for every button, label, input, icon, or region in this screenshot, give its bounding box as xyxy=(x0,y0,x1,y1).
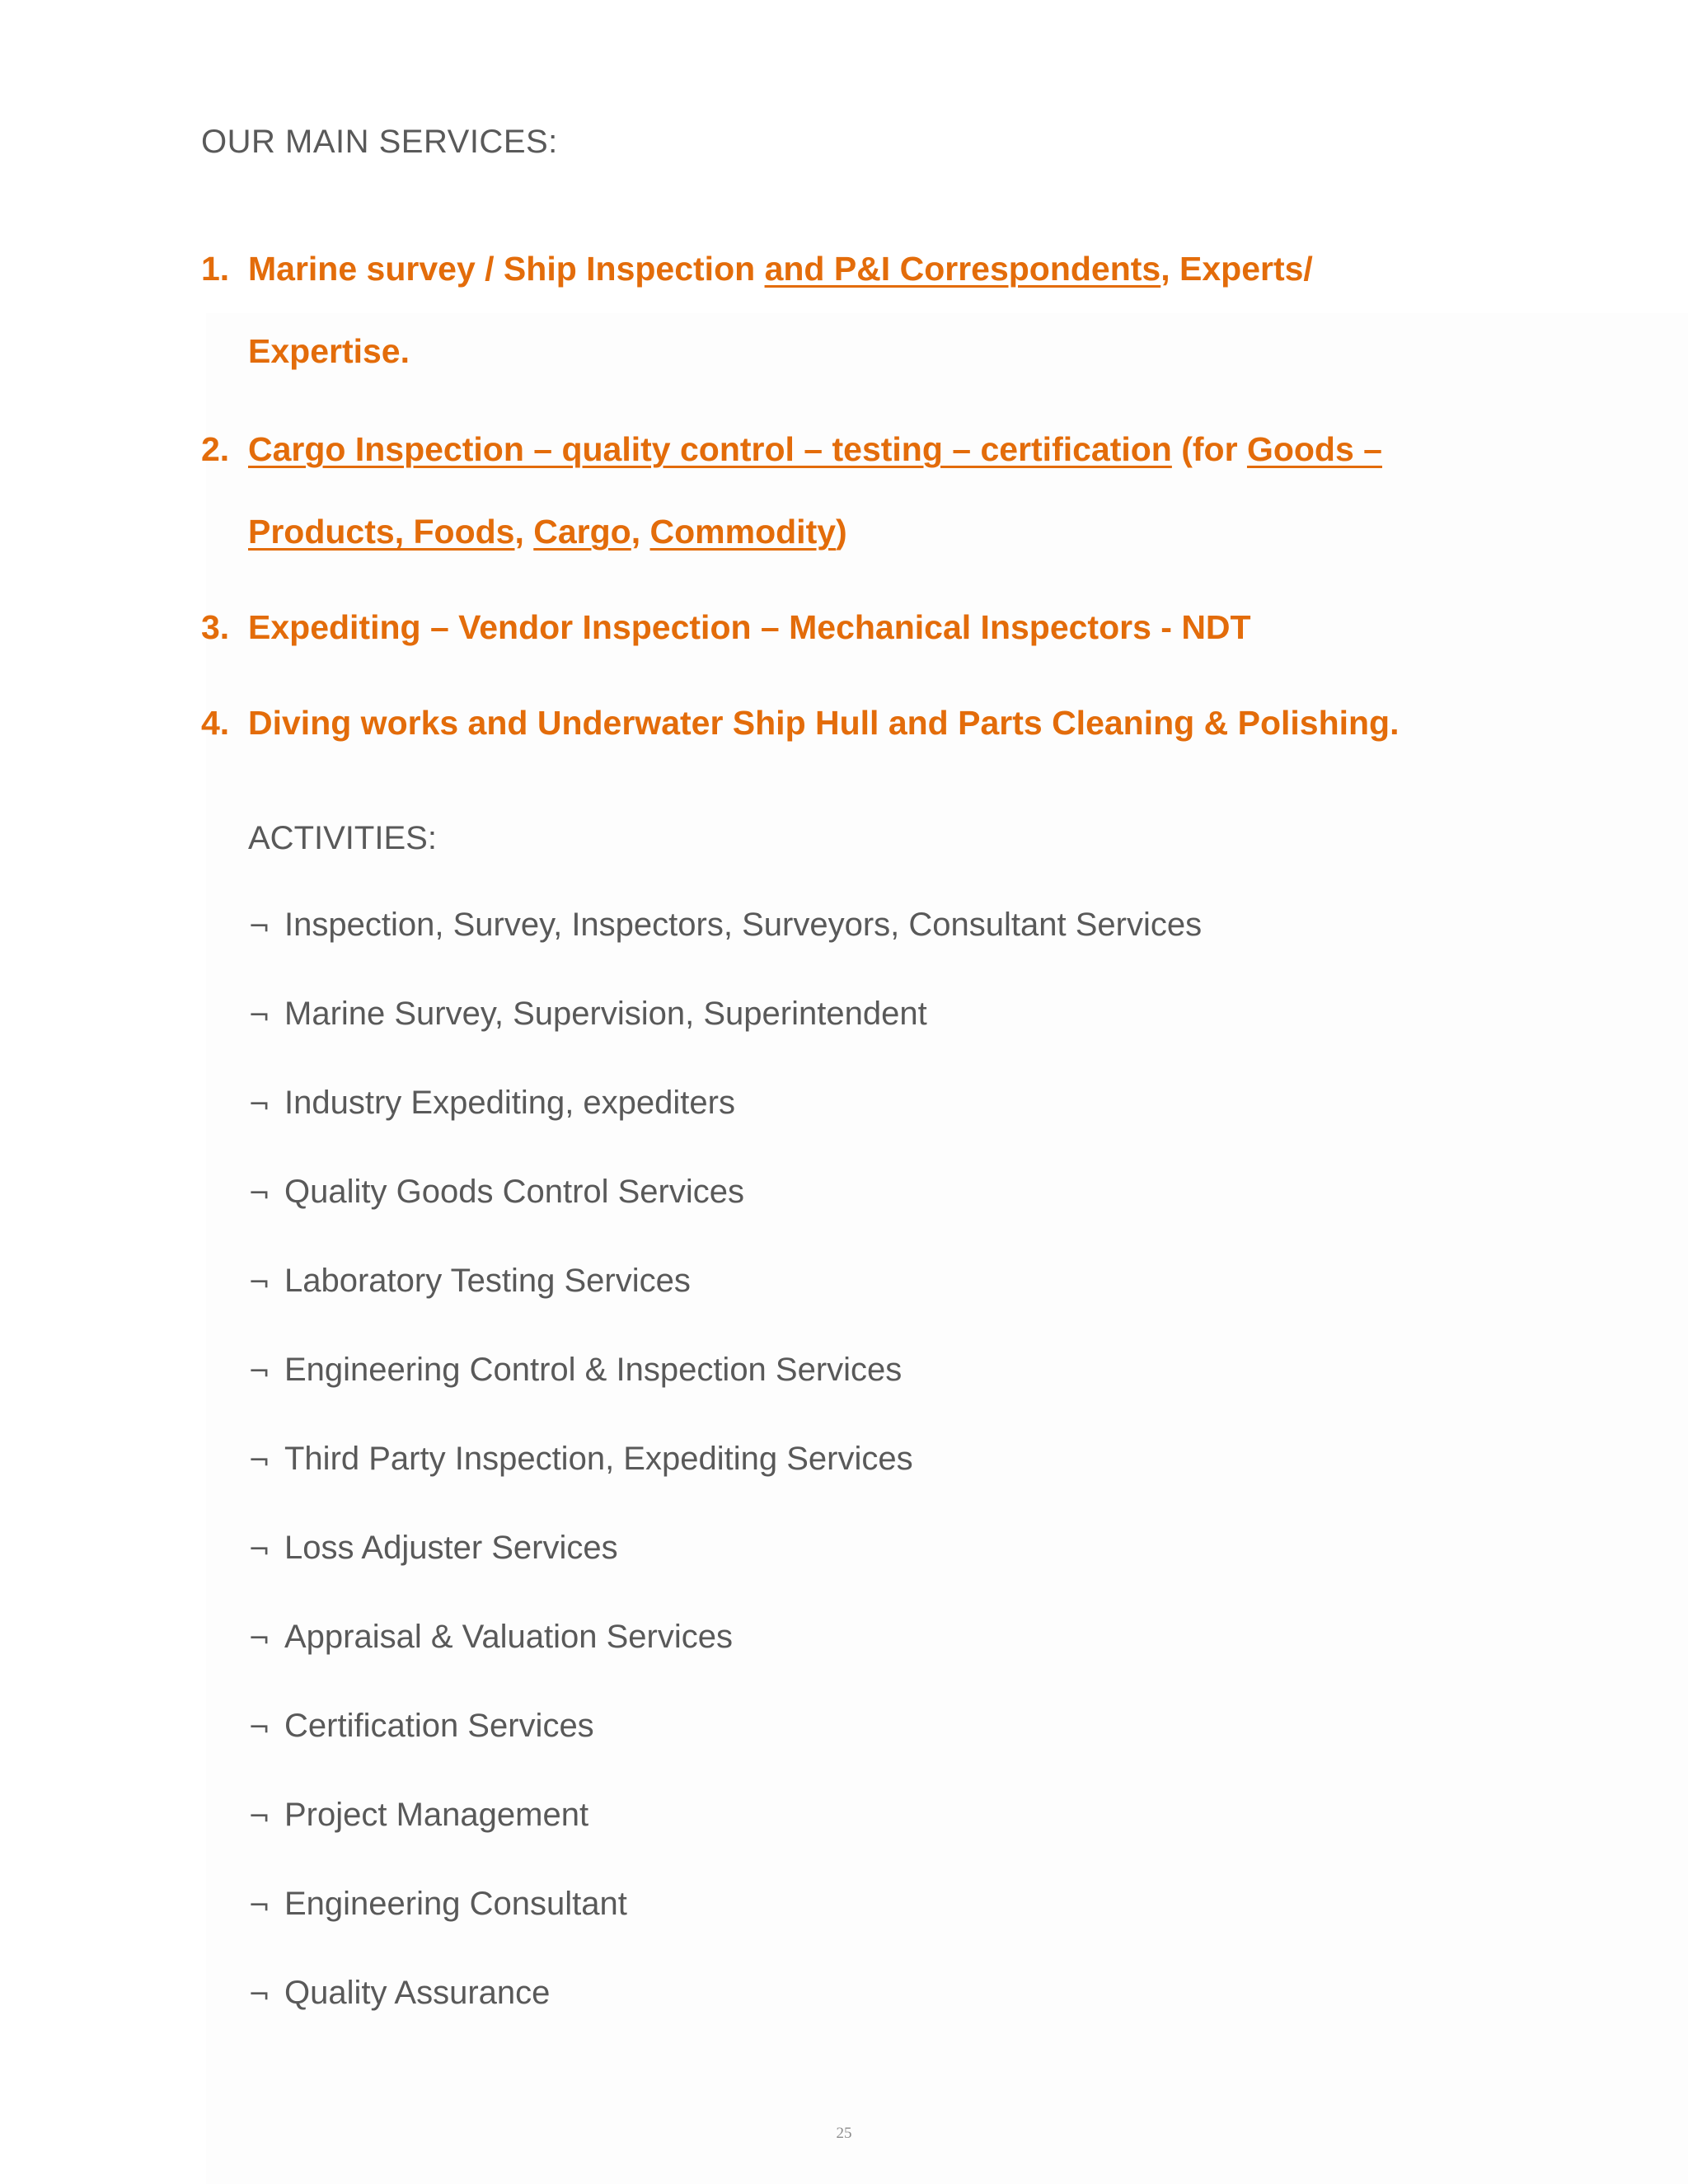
activity-item xyxy=(248,1174,744,1211)
page-heading: OUR MAIN SERVICES: xyxy=(201,124,558,160)
service-text: Expertise. xyxy=(248,332,410,370)
activity-text: Third Party Inspection, Expediting Services xyxy=(284,1441,913,1477)
service-item-2 xyxy=(201,408,1520,573)
service-link-text: and P&I Correspondents xyxy=(764,250,1161,288)
activity-text: Marine Survey, Supervision, Superintendent xyxy=(284,996,927,1032)
service-item-4 xyxy=(201,682,1520,764)
bullet-icon: ¬ xyxy=(248,1979,270,2010)
activity-item xyxy=(248,996,927,1033)
service-text: , xyxy=(631,513,650,551)
activity-text: Engineering Consultant xyxy=(284,1886,627,1922)
bullet-icon: ¬ xyxy=(248,1801,270,1832)
service-item-3 xyxy=(201,586,1520,668)
service-number: 4. xyxy=(201,704,230,742)
activity-text: Industry Expediting, expediters xyxy=(284,1085,735,1121)
service-text: Marine survey / Ship Inspection xyxy=(248,250,765,288)
activity-text: Inspection, Survey, Inspectors, Surveyors, Consultant Services xyxy=(284,907,1203,943)
activity-item xyxy=(248,1263,691,1300)
activity-item xyxy=(248,907,1202,944)
bullet-icon: ¬ xyxy=(248,1623,270,1654)
activity-text: Quality Goods Control Services xyxy=(284,1174,745,1210)
service-text: Diving works and Underwater Ship Hull and Parts Cleaning & Polishing. xyxy=(248,704,1400,742)
activity-item xyxy=(248,1975,550,2012)
bullet-icon: ¬ xyxy=(248,1000,270,1031)
bullet-icon: ¬ xyxy=(248,1267,270,1298)
service-text: , Experts/ xyxy=(1160,250,1313,288)
activity-item xyxy=(248,1530,618,1567)
bullet-icon: ¬ xyxy=(248,1534,270,1565)
activity-item xyxy=(248,1797,588,1834)
service-link-text: Cargo Inspection – quality control – testing – certification xyxy=(248,430,1172,468)
service-text: (for xyxy=(1171,430,1247,468)
service-number: 2. xyxy=(201,430,230,468)
page-number: 25 xyxy=(836,2125,852,2142)
activity-item xyxy=(248,1085,735,1122)
activity-item xyxy=(248,1619,733,1656)
bullet-icon: ¬ xyxy=(248,911,270,942)
service-item-1 xyxy=(201,227,1520,392)
activity-text: Certification Services xyxy=(284,1708,594,1744)
bullet-icon: ¬ xyxy=(248,1445,270,1476)
service-link-text: Products, Foods xyxy=(248,513,515,551)
service-text: , xyxy=(514,513,534,551)
activity-text: Quality Assurance xyxy=(284,1975,551,2011)
activity-text: Appraisal & Valuation Services xyxy=(284,1619,733,1655)
activity-text: Loss Adjuster Services xyxy=(284,1530,618,1566)
activity-text: Project Management xyxy=(284,1797,589,1833)
activity-text: Engineering Control & Inspection Services xyxy=(284,1352,903,1388)
bullet-icon: ¬ xyxy=(248,1089,270,1120)
service-link-text: Commodity xyxy=(649,513,837,551)
bullet-icon: ¬ xyxy=(248,1178,270,1209)
activities-heading: ACTIVITIES: xyxy=(248,820,437,856)
activity-text: Laboratory Testing Services xyxy=(284,1263,691,1299)
service-link-text: Cargo xyxy=(533,513,631,551)
activity-item xyxy=(248,1708,594,1745)
service-number: 3. xyxy=(201,608,230,646)
bullet-icon: ¬ xyxy=(248,1712,270,1743)
activity-item xyxy=(248,1441,913,1478)
service-text: ) xyxy=(836,513,847,551)
bullet-icon: ¬ xyxy=(248,1890,270,1921)
activity-item xyxy=(248,1886,627,1923)
bullet-icon: ¬ xyxy=(248,1356,270,1387)
service-number: 1. xyxy=(201,250,230,288)
activity-item xyxy=(248,1352,902,1389)
service-text: Expediting – Vendor Inspection – Mechanical Inspectors - NDT xyxy=(248,608,1251,646)
service-link-text: Goods – xyxy=(1246,430,1382,468)
